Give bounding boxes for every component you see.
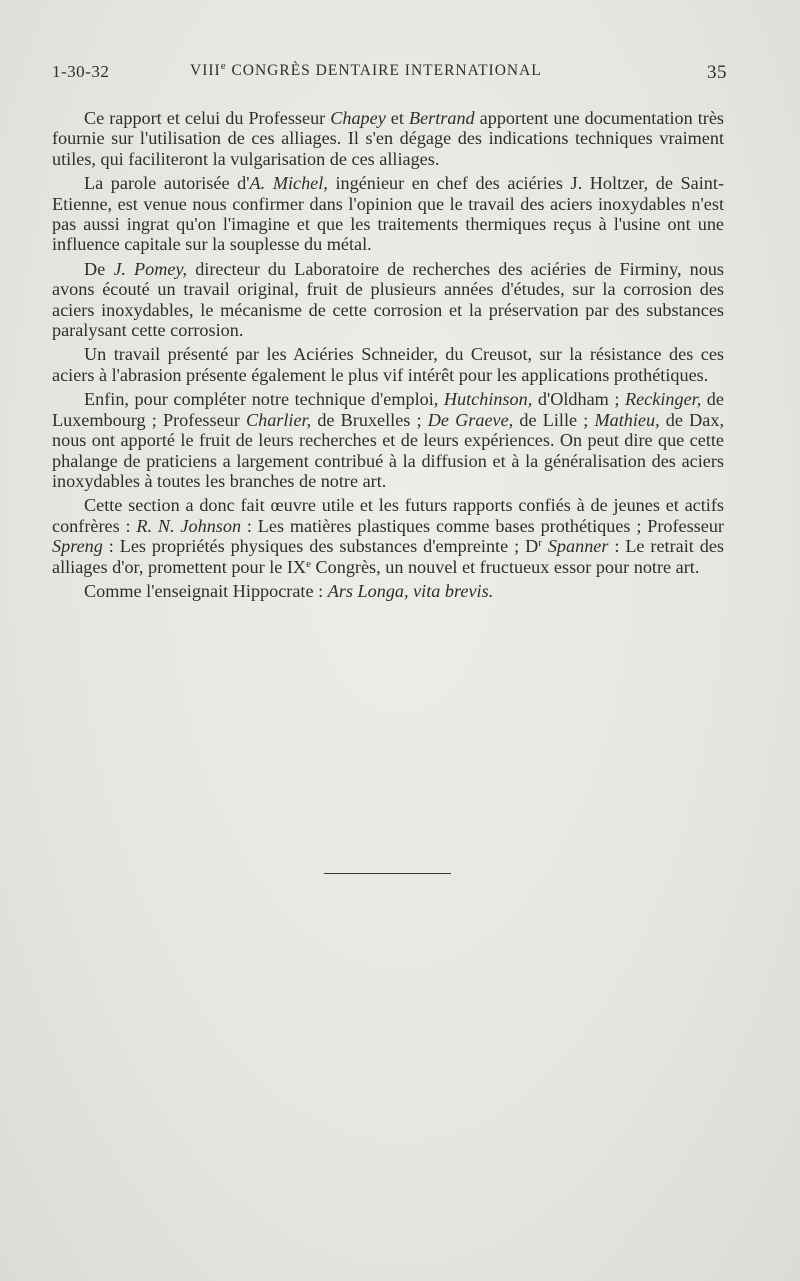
p5-text: de Luxembourg ; Professeur bbox=[52, 389, 724, 430]
p5-text: d'Oldham ; bbox=[532, 389, 625, 410]
p1-name-bertrand: Bertrand bbox=[408, 108, 475, 128]
header-title-roman: VIII bbox=[190, 62, 221, 79]
p5-name-reckinger: Reckinger, bbox=[625, 389, 702, 410]
p6-text: : Les matières plastiques comme bases prothétiques ; Professeur bbox=[241, 515, 724, 536]
header-reference: 1-30-32 bbox=[52, 62, 110, 81]
paragraph-5 bbox=[52, 389, 724, 491]
p5-name-mathieu: Mathieu, bbox=[594, 409, 660, 430]
p5-text: de Dax, nous ont apporté le fruit de leurs recherches et de leurs expériences. On peut dire que cette phalange de praticiens a largement contribué à la diffusion et à la généralisation des aciers inoxydables à toutes les branches de notre art. bbox=[52, 409, 724, 491]
paragraph-2 bbox=[52, 173, 724, 255]
p6-sup: r bbox=[538, 537, 542, 550]
p6-name-spanner: Spanner bbox=[547, 536, 609, 557]
p6-text: : Les propriétés physiques des substances d'empreinte ; D bbox=[102, 536, 539, 557]
header-title-sup: e bbox=[220, 60, 227, 72]
paragraph-7 bbox=[52, 581, 724, 601]
p5-text: Enfin, pour compléter notre technique d'emploi, bbox=[84, 389, 444, 410]
paragraph-1 bbox=[52, 108, 724, 169]
p6-text: Cette section a donc fait œuvre utile et les futurs rapports confiés à de jeunes et actifs confrères : bbox=[52, 495, 724, 536]
p2-text: ingénieur en chef des aciéries J. Holtzer, de Saint-Etienne, est venue nous confirmer dans l'opinion que le travail des aciers inoxydables n'est pas aussi ingrat qu'on l'imagine et que les traitements thermiques reçus à l'usine ont une influence capitale sur la souplesse du métal. bbox=[52, 173, 725, 255]
p5-text: de Lille ; bbox=[513, 409, 595, 430]
header-title bbox=[190, 62, 542, 80]
section-end-rule bbox=[324, 873, 451, 874]
p5-text: de Bruxelles ; bbox=[311, 409, 428, 430]
header-title-rest: CONGRÈS DENTAIRE INTERNATIONAL bbox=[226, 62, 542, 79]
p5-name-hutchinson: Hutchinson, bbox=[443, 389, 533, 410]
p6-name-johnson: R. N. Johnson bbox=[136, 515, 242, 536]
paragraph-6 bbox=[52, 495, 724, 577]
p1-text: Ce rapport et celui du Professeur bbox=[84, 108, 331, 128]
p1-name-chapey: Chapey bbox=[330, 108, 386, 128]
running-header bbox=[52, 62, 727, 88]
p6-name-spreng: Spreng bbox=[52, 536, 103, 557]
p3-text: directeur du Laboratoire de recherches des aciéries de Firminy, nous avons écouté un travail original, fruit de plusieurs années d'études, sur la corrosion des aciers inoxydables, le mécanisme de cette corrosion et la préservation par des substances paralysant cette corrosion. bbox=[52, 258, 724, 341]
p7-text: Comme l'enseignait Hippocrate : bbox=[84, 580, 328, 601]
p6-text: Congrès, un nouvel et fructueux essor pour notre art. bbox=[310, 556, 700, 577]
p6-text: : Le retrait des alliages d'or, promettent pour le IX bbox=[52, 536, 725, 577]
p1-text: apportent une documentation très fournie sur l'utilisation de ces alliages. Il s'en dégage des indications techniques vraiment utiles, qui faciliteront la vulgarisation de ces alliages. bbox=[52, 108, 724, 169]
p6-sup: e bbox=[306, 557, 311, 570]
p3-name-pomey: J. Pomey, bbox=[113, 258, 188, 279]
page-number: 35 bbox=[707, 62, 727, 83]
p3-text: De bbox=[84, 258, 114, 279]
p4-text: Un travail présenté par les Aciéries Schneider, du Creusot, sur la résistance des ces aciers à l'abrasion présente également le plus vif intérêt pour les applications prothétiques. bbox=[52, 344, 724, 385]
p2-name-michel: A. Michel, bbox=[249, 173, 328, 194]
p5-name-de-graeve: De Graeve, bbox=[427, 409, 514, 430]
p2-text: La parole autorisée d' bbox=[84, 173, 250, 194]
p5-name-charlier: Charlier, bbox=[245, 409, 312, 430]
paragraph-4 bbox=[52, 344, 724, 385]
paragraph-3 bbox=[52, 259, 724, 341]
p1-text: et bbox=[385, 108, 409, 128]
p7-quote: Ars Longa, vita brevis. bbox=[327, 580, 494, 601]
body-text bbox=[52, 108, 724, 605]
